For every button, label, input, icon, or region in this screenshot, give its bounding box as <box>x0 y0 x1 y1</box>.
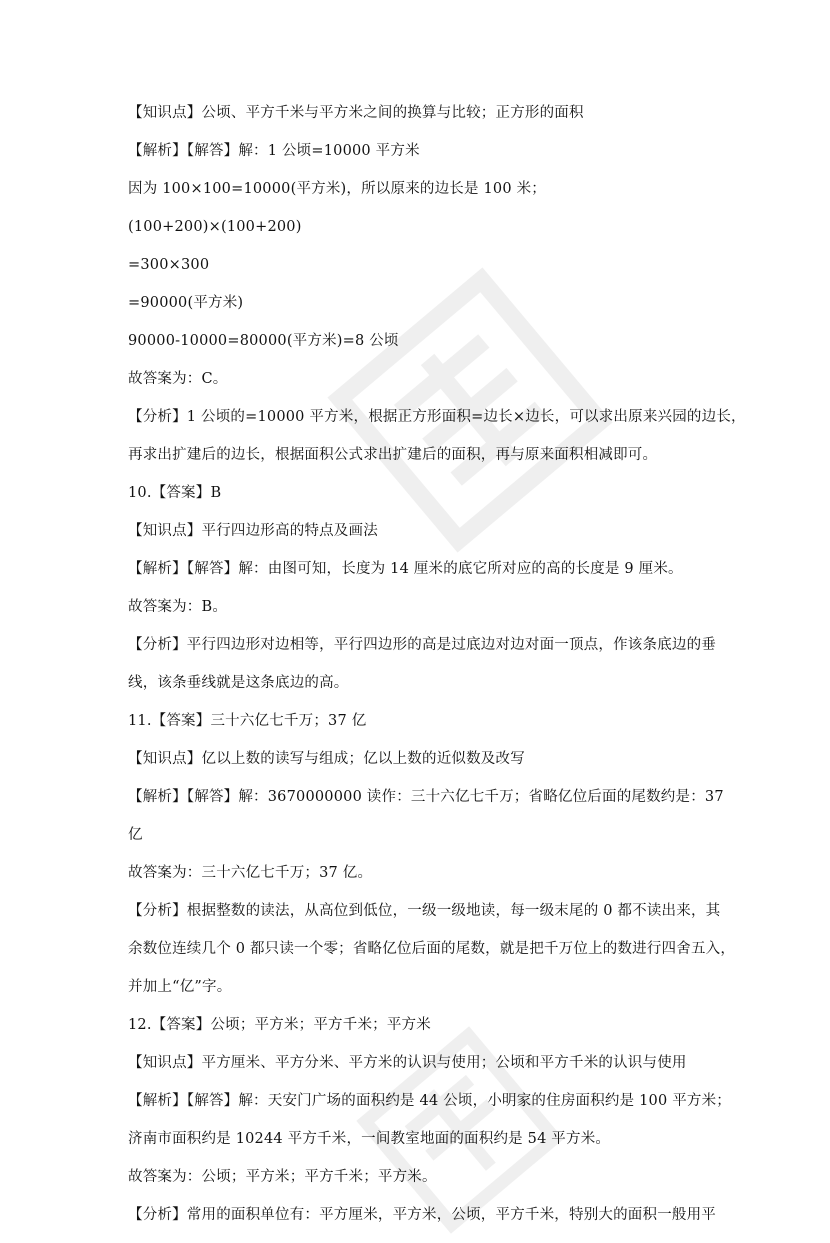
answer-content <box>128 103 746 1243</box>
knowledge-point-line: 【知识点】平方厘米、平方分米、平方米的认识与使用；公顷和平方千米的认识与使用 <box>128 1055 687 1071</box>
explanation-line: 并加上“亿”字。 <box>128 979 232 995</box>
answer-line: 故答案为：公顷；平方米；平方千米；平方米。 <box>128 1169 437 1185</box>
question-answer-heading: 11.【答案】三十六亿七千万；37 亿 <box>128 713 367 729</box>
analysis-line: 亿 <box>128 827 143 843</box>
solution-line: =300×300 <box>128 257 210 273</box>
explanation-line: 【分析】平行四边形对边相等，平行四边形的高是过底边对边对面一顶点，作该条底边的垂 <box>128 637 716 653</box>
solution-line: =90000(平方米) <box>128 295 244 311</box>
explanation-line: 再求出扩建后的边长，根据面积公式求出扩建后的面积，再与原来面积相减即可。 <box>128 447 658 463</box>
question-answer-heading: 10.【答案】B <box>128 485 222 501</box>
analysis-line: 【解析】【解答】解：3670000000 读作：三十六亿七千万；省略亿位后面的尾数约是：37 <box>128 789 724 805</box>
answer-line: 故答案为：B。 <box>128 599 228 615</box>
explanation-line: 线，该条垂线就是这条底边的高。 <box>128 675 349 691</box>
analysis-line: 【解析】【解答】解：由图可知，长度为 14 厘米的底它所对应的高的长度是 9 厘米。 <box>128 561 683 577</box>
explanation-line: 【分析】根据整数的读法，从高位到低位，一级一级地读，每一级末尾的 0 都不读出来，其 <box>128 903 721 919</box>
knowledge-point-line: 【知识点】亿以上数的读写与组成；亿以上数的近似数及改写 <box>128 751 525 767</box>
answer-line: 故答案为：C。 <box>128 371 228 387</box>
answer-line: 故答案为：三十六亿七千万；37 亿。 <box>128 865 373 881</box>
solution-line: 90000-10000=80000(平方米)=8 公顷 <box>128 333 399 349</box>
solution-line: 因为 100×100=10000(平方米)，所以原来的边长是 100 米； <box>128 181 546 197</box>
analysis-line: 【解析】【解答】解：天安门广场的面积约是 44 公顷，小明家的住房面积约是 100 平方米； <box>128 1093 732 1109</box>
solution-line: (100+200)×(100+200) <box>128 219 302 235</box>
explanation-line: 余数位连续几个 0 都只读一个零；省略亿位后面的尾数，就是把千万位上的数进行四舍五入， <box>128 941 736 957</box>
question-answer-heading: 12.【答案】公顷；平方米；平方千米；平方米 <box>128 1017 431 1033</box>
analysis-line: 【解析】【解答】解：1 公顷=10000 平方米 <box>128 143 420 159</box>
explanation-line: 【分析】常用的面积单位有：平方厘米，平方米，公顷，平方千米，特别大的面积一般用平 <box>128 1207 716 1223</box>
knowledge-point-line: 【知识点】公顷、平方千米与平方米之间的换算与比较；正方形的面积 <box>128 105 584 121</box>
knowledge-point-line: 【知识点】平行四边形高的特点及画法 <box>128 523 378 539</box>
explanation-line: 【分析】1 公顷的=10000 平方米，根据正方形面积=边长×边长，可以求出原来兴园的边长， <box>128 409 746 425</box>
analysis-line: 济南市面积约是 10244 平方千米，一间教室地面的面积约是 54 平方米。 <box>128 1131 611 1147</box>
